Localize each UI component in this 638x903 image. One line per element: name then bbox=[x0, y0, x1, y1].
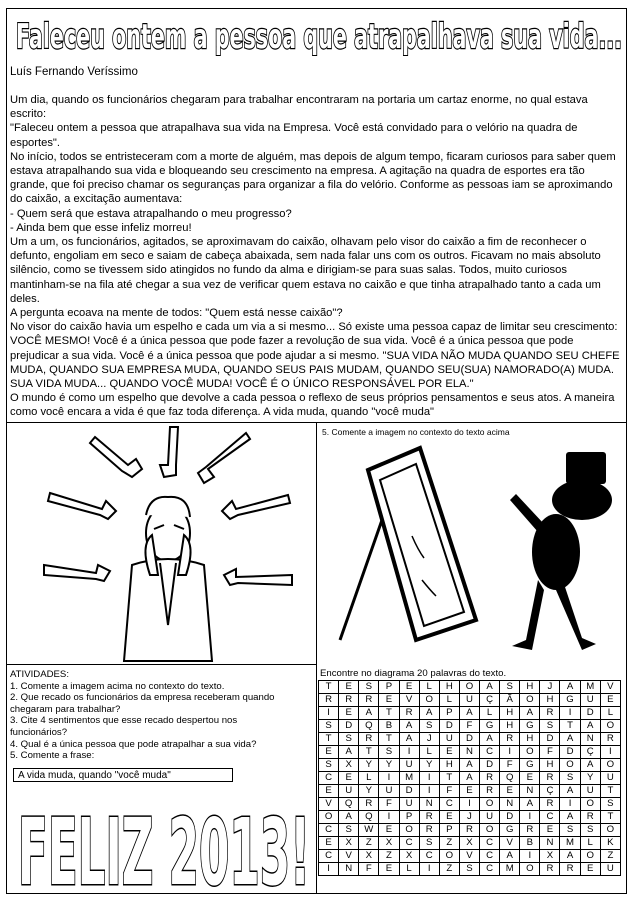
wordsearch-cell: N bbox=[520, 785, 540, 798]
wordsearch-cell: R bbox=[359, 694, 379, 707]
wordsearch-cell: R bbox=[540, 798, 560, 811]
wordsearch-cell: D bbox=[500, 811, 520, 824]
wordsearch-cell: V bbox=[459, 850, 479, 863]
wordsearch-cell: N bbox=[540, 837, 560, 850]
wordsearch-cell: S bbox=[540, 720, 560, 733]
wordsearch-cell: A bbox=[459, 707, 479, 720]
wordsearch-cell: C bbox=[319, 850, 339, 863]
wordsearch-cell: R bbox=[540, 772, 560, 785]
wordsearch-cell: U bbox=[439, 733, 459, 746]
wordsearch-cell: I bbox=[520, 850, 540, 863]
wordsearch-row bbox=[319, 694, 621, 707]
wordsearch-cell: V bbox=[399, 694, 419, 707]
wordsearch-cell: W bbox=[359, 824, 379, 837]
wordsearch-cell: R bbox=[480, 772, 500, 785]
page-title bbox=[14, 6, 626, 56]
wordsearch-cell: C bbox=[480, 746, 500, 759]
wordsearch-cell: E bbox=[580, 863, 600, 876]
wordsearch-cell: R bbox=[339, 694, 359, 707]
wordsearch-cell: F bbox=[439, 785, 459, 798]
wordsearch-cell: S bbox=[359, 681, 379, 694]
wordsearch-cell: H bbox=[540, 694, 560, 707]
wordsearch-cell: U bbox=[379, 785, 399, 798]
wordsearch-cell: O bbox=[480, 824, 500, 837]
wordsearch-cell: Z bbox=[600, 850, 620, 863]
wordsearch-cell: S bbox=[500, 681, 520, 694]
wordsearch-cell: Q bbox=[359, 720, 379, 733]
wordsearch-cell: Y bbox=[359, 785, 379, 798]
wordsearch-cell: R bbox=[399, 707, 419, 720]
wordsearch-cell: D bbox=[540, 733, 560, 746]
wordsearch-cell: K bbox=[600, 837, 620, 850]
wordsearch-cell: C bbox=[540, 811, 560, 824]
wordsearch-cell: R bbox=[459, 824, 479, 837]
wordsearch-cell: Y bbox=[580, 772, 600, 785]
author-name: Luís Fernando Veríssimo bbox=[10, 66, 138, 78]
wordsearch-cell: A bbox=[459, 759, 479, 772]
wordsearch-row bbox=[319, 720, 621, 733]
wordsearch-cell: T bbox=[600, 785, 620, 798]
wordsearch-cell: O bbox=[560, 759, 580, 772]
wordsearch-cell: O bbox=[439, 850, 459, 863]
story-paragraph: "Faleceu ontem a pessoa que atrapalhava sua vida na Empresa. Você está convidado para o velório na quadra de esportes". bbox=[10, 122, 578, 149]
wordsearch-cell: S bbox=[319, 759, 339, 772]
wordsearch-cell: E bbox=[520, 772, 540, 785]
wordsearch-cell: Z bbox=[359, 837, 379, 850]
wordsearch-cell: E bbox=[600, 694, 620, 707]
wordsearch-cell: O bbox=[480, 798, 500, 811]
wordsearch-cell: P bbox=[439, 707, 459, 720]
wordsearch-cell: J bbox=[540, 681, 560, 694]
wordsearch-cell: Ç bbox=[580, 746, 600, 759]
story-paragraph: - Quem será que estava atrapalhando o meu progresso? bbox=[10, 207, 292, 220]
wordsearch-row bbox=[319, 837, 621, 850]
wordsearch-cell: A bbox=[560, 681, 580, 694]
wordsearch-cell: A bbox=[520, 798, 540, 811]
wordsearch-cell: V bbox=[500, 837, 520, 850]
wordsearch-cell: G bbox=[520, 759, 540, 772]
wordsearch-cell: F bbox=[359, 863, 379, 876]
wordsearch-cell: L bbox=[580, 837, 600, 850]
column-divider bbox=[316, 422, 317, 894]
wordsearch-cell: F bbox=[540, 746, 560, 759]
wordsearch-cell: A bbox=[580, 720, 600, 733]
wordsearch-cell: C bbox=[419, 850, 439, 863]
wordsearch-cell: R bbox=[580, 811, 600, 824]
story-paragraph: No visor do caixão havia um espelho e cada um via a si mesmo... Só existe uma pessoa capaz de limitar seu crescimento: VOCÊ MESMO! Você é a única pessoa que pode fazer a revolução de sua vida. Você é a única pessoa que pode prejudicar a sua vida. Você é a única pessoa que pode ajudar a si mesmo. "SUA VIDA NÃO MUDA QUANDO SEU CHEFE MUDA, QUANDO SUA EMPRESA MUDA, QUANDO SEUS PAIS MUDAM, QUANDO SEU(SUA) NAMORADO(A) MUDA. SUA VIDA MUDA... QUANDO VOCÊ MUDA! VOCÊ É O ÚNICO RESPONSÁVEL POR ELA." bbox=[10, 321, 620, 391]
wordsearch-cell: E bbox=[319, 837, 339, 850]
wordsearch-cell: E bbox=[339, 681, 359, 694]
wordsearch-cell: I bbox=[560, 798, 580, 811]
wordsearch-row bbox=[319, 681, 621, 694]
wordsearch-cell: O bbox=[580, 798, 600, 811]
wordsearch-row bbox=[319, 798, 621, 811]
wordsearch-cell: I bbox=[500, 746, 520, 759]
wordsearch-cell: O bbox=[600, 759, 620, 772]
wordsearch-cell: N bbox=[580, 733, 600, 746]
wordsearch-cell: S bbox=[319, 720, 339, 733]
wordsearch-cell: R bbox=[500, 733, 520, 746]
wordsearch-cell: F bbox=[379, 798, 399, 811]
wordsearch-cell: A bbox=[399, 720, 419, 733]
wordsearch-cell: L bbox=[419, 681, 439, 694]
wordsearch-cell: M bbox=[500, 863, 520, 876]
wordsearch-cell: U bbox=[480, 811, 500, 824]
wordsearch-cell: I bbox=[319, 863, 339, 876]
wordsearch-cell: T bbox=[319, 733, 339, 746]
wordsearch-row bbox=[319, 746, 621, 759]
wordsearch-cell: N bbox=[459, 746, 479, 759]
wordsearch-cell: E bbox=[379, 694, 399, 707]
wordsearch-cell: T bbox=[600, 811, 620, 824]
wordsearch-cell: T bbox=[439, 772, 459, 785]
wordsearch-cell: H bbox=[520, 733, 540, 746]
wordsearch-cell: I bbox=[399, 746, 419, 759]
wordsearch-cell: Q bbox=[500, 772, 520, 785]
wordsearch-cell: G bbox=[560, 694, 580, 707]
wordsearch-cell: C bbox=[319, 824, 339, 837]
wordsearch-cell: A bbox=[560, 733, 580, 746]
wordsearch-caption: Encontre no diagrama 20 palavras do texto. bbox=[320, 668, 507, 679]
story-paragraph: Um dia, quando os funcionários chegaram para trabalhar encontraram na portaria um cartaz enorme, no qual estava escrito: bbox=[10, 94, 588, 121]
wordsearch-cell: F bbox=[500, 759, 520, 772]
wordsearch-cell: H bbox=[439, 681, 459, 694]
wordsearch-row bbox=[319, 824, 621, 837]
wordsearch-cell: E bbox=[379, 863, 399, 876]
wordsearch-cell: C bbox=[480, 863, 500, 876]
wordsearch-cell: L bbox=[480, 707, 500, 720]
activities-heading: ATIVIDADES: bbox=[10, 669, 69, 680]
activity-item: 1. Comente a imagem acima no contexto do texto. bbox=[10, 680, 225, 692]
wordsearch-cell: R bbox=[560, 863, 580, 876]
wordsearch-cell: E bbox=[540, 824, 560, 837]
answer-box: A vida muda, quando "você muda" bbox=[13, 768, 233, 782]
wordsearch-cell: E bbox=[339, 772, 359, 785]
wordsearch-row bbox=[319, 850, 621, 863]
story-text bbox=[10, 93, 622, 420]
wordsearch-cell: O bbox=[520, 863, 540, 876]
wordsearch-cell: Q bbox=[339, 798, 359, 811]
wordsearch-cell: A bbox=[480, 681, 500, 694]
wordsearch-cell: P bbox=[379, 681, 399, 694]
wordsearch-grid bbox=[318, 680, 621, 876]
wordsearch-cell: D bbox=[399, 785, 419, 798]
wordsearch-cell: L bbox=[419, 746, 439, 759]
wordsearch-cell: V bbox=[600, 681, 620, 694]
wordsearch-cell: S bbox=[419, 837, 439, 850]
wordsearch-cell: G bbox=[520, 720, 540, 733]
wordsearch-row bbox=[319, 707, 621, 720]
wordsearch-cell: B bbox=[520, 837, 540, 850]
wordsearch-cell: O bbox=[600, 824, 620, 837]
wordsearch-cell: L bbox=[399, 863, 419, 876]
wordsearch-cell: U bbox=[580, 785, 600, 798]
wordsearch-cell: T bbox=[560, 720, 580, 733]
wordsearch-cell: C bbox=[399, 837, 419, 850]
wordsearch-cell: U bbox=[399, 759, 419, 772]
wordsearch-cell: D bbox=[439, 720, 459, 733]
wordsearch-cell: X bbox=[359, 850, 379, 863]
wordsearch-cell: Z bbox=[439, 837, 459, 850]
wordsearch-cell: S bbox=[379, 746, 399, 759]
wordsearch-cell: A bbox=[419, 707, 439, 720]
wordsearch-cell: X bbox=[339, 759, 359, 772]
wordsearch-row bbox=[319, 772, 621, 785]
wordsearch-cell: E bbox=[439, 811, 459, 824]
wordsearch-cell: L bbox=[359, 772, 379, 785]
wordsearch-cell: E bbox=[319, 746, 339, 759]
wordsearch-row bbox=[319, 811, 621, 824]
wordsearch-cell: G bbox=[480, 720, 500, 733]
wordsearch-cell: A bbox=[399, 733, 419, 746]
wordsearch-cell: X bbox=[379, 837, 399, 850]
wordsearch-cell: R bbox=[540, 707, 560, 720]
wordsearch-cell: G bbox=[500, 824, 520, 837]
wordsearch-cell: T bbox=[319, 681, 339, 694]
wordsearch-cell: R bbox=[419, 824, 439, 837]
wordsearch-row bbox=[319, 733, 621, 746]
wordsearch-cell: E bbox=[500, 785, 520, 798]
wordsearch-cell: O bbox=[600, 720, 620, 733]
wordsearch-cell: S bbox=[339, 733, 359, 746]
wordsearch-cell: U bbox=[600, 863, 620, 876]
wordsearch-cell: S bbox=[560, 772, 580, 785]
story-paragraph: A pergunta ecoava na mente de todos: "Quem está nesse caixão"? bbox=[10, 307, 343, 320]
wordsearch-cell: A bbox=[359, 707, 379, 720]
wordsearch-cell: H bbox=[500, 720, 520, 733]
wordsearch-cell: F bbox=[459, 720, 479, 733]
wordsearch-cell: U bbox=[580, 694, 600, 707]
wordsearch-row bbox=[319, 785, 621, 798]
wordsearch-cell: H bbox=[500, 707, 520, 720]
wordsearch-cell: U bbox=[459, 694, 479, 707]
wordsearch-cell: V bbox=[319, 798, 339, 811]
wordsearch-cell: D bbox=[459, 733, 479, 746]
wordsearch-cell: R bbox=[480, 785, 500, 798]
wordsearch-cell: A bbox=[580, 759, 600, 772]
wordsearch-cell: Q bbox=[359, 811, 379, 824]
wordsearch-cell: X bbox=[459, 837, 479, 850]
wordsearch-cell: A bbox=[459, 772, 479, 785]
wordsearch-cell: R bbox=[419, 811, 439, 824]
wordsearch-cell: E bbox=[439, 746, 459, 759]
activity-item: funcionários? bbox=[10, 726, 68, 738]
wordsearch-cell: A bbox=[560, 785, 580, 798]
wordsearch-cell: R bbox=[520, 824, 540, 837]
wordsearch-cell: U bbox=[600, 772, 620, 785]
wordsearch-cell: R bbox=[359, 733, 379, 746]
wordsearch-cell: L bbox=[600, 707, 620, 720]
wordsearch-cell: N bbox=[500, 798, 520, 811]
wordsearch-cell: J bbox=[419, 733, 439, 746]
wordsearch-cell: A bbox=[339, 746, 359, 759]
wordsearch-cell: R bbox=[359, 798, 379, 811]
wordsearch-cell: P bbox=[399, 811, 419, 824]
wordsearch-cell: R bbox=[540, 863, 560, 876]
wordsearch-cell: Ã bbox=[500, 694, 520, 707]
wordsearch-cell: O bbox=[520, 694, 540, 707]
wordsearch-cell: H bbox=[540, 759, 560, 772]
wordsearch-cell: E bbox=[399, 681, 419, 694]
wordsearch-cell: I bbox=[600, 746, 620, 759]
wordsearch-cell: N bbox=[339, 863, 359, 876]
image-caption: 5. Comente a imagem no contexto do texto acima bbox=[322, 427, 510, 437]
wordsearch-cell: E bbox=[379, 824, 399, 837]
wordsearch-cell: S bbox=[560, 824, 580, 837]
story-paragraph: No início, todos se entristeceram com a morte de alguém, mas depois de algum tempo, ficaram curiosos para saber quem estava atrapalhando sua vida e bloqueando seu crescimento na empresa. A agitação na quadra de esportes era tão grande, que foi preciso chamar os seguranças para organizar a fila do velório. Conforme as pessoas iam se aproximando do caixão, a excitação aumentava: bbox=[10, 150, 616, 206]
wordsearch-cell: I bbox=[319, 707, 339, 720]
wordsearch-cell: V bbox=[339, 850, 359, 863]
wordsearch-cell: I bbox=[419, 772, 439, 785]
wordsearch-cell: I bbox=[419, 863, 439, 876]
wordsearch-cell: D bbox=[580, 707, 600, 720]
wordsearch-cell: A bbox=[480, 733, 500, 746]
wordsearch-cell: C bbox=[439, 798, 459, 811]
wordsearch-cell: B bbox=[379, 720, 399, 733]
wordsearch-cell: M bbox=[399, 772, 419, 785]
wordsearch-cell: A bbox=[560, 850, 580, 863]
wordsearch-cell: O bbox=[319, 811, 339, 824]
wordsearch-cell: I bbox=[419, 785, 439, 798]
wordsearch-cell: C bbox=[480, 837, 500, 850]
wordsearch-cell: U bbox=[339, 785, 359, 798]
wordsearch-cell: S bbox=[600, 798, 620, 811]
wordsearch-cell: A bbox=[339, 811, 359, 824]
wordsearch-cell: I bbox=[560, 707, 580, 720]
wordsearch-cell: Z bbox=[379, 850, 399, 863]
wordsearch-cell: X bbox=[540, 850, 560, 863]
wordsearch-cell: X bbox=[399, 850, 419, 863]
story-paragraph: - Ainda bem que esse infeliz morreu! bbox=[10, 221, 192, 234]
wordsearch-cell: E bbox=[459, 785, 479, 798]
wordsearch-cell: Y bbox=[379, 759, 399, 772]
wordsearch-cell: C bbox=[480, 850, 500, 863]
wordsearch-cell: Y bbox=[359, 759, 379, 772]
wordsearch-cell: R bbox=[319, 694, 339, 707]
activity-item: 5. Comente a frase: bbox=[10, 750, 95, 762]
wordsearch-cell: O bbox=[580, 850, 600, 863]
greeting-banner bbox=[14, 788, 314, 892]
wordsearch-cell: L bbox=[439, 694, 459, 707]
wordsearch-cell: A bbox=[520, 707, 540, 720]
wordsearch-cell: S bbox=[419, 720, 439, 733]
wordsearch-cell: A bbox=[500, 850, 520, 863]
wordsearch-cell: I bbox=[459, 798, 479, 811]
wordsearch-cell: D bbox=[560, 746, 580, 759]
wordsearch-cell: R bbox=[600, 733, 620, 746]
wordsearch-cell: Ç bbox=[480, 694, 500, 707]
greeting-text: FELIZ 2013! bbox=[18, 799, 310, 892]
wordsearch-cell: I bbox=[520, 811, 540, 824]
wordsearch-cell: T bbox=[359, 746, 379, 759]
wordsearch-cell: O bbox=[399, 824, 419, 837]
mirror-illustration bbox=[320, 440, 625, 662]
wordsearch-cell: H bbox=[520, 681, 540, 694]
pointing-fingers-illustration bbox=[40, 425, 295, 665]
wordsearch-cell: C bbox=[319, 772, 339, 785]
wordsearch-cell: M bbox=[580, 681, 600, 694]
wordsearch-cell: T bbox=[379, 707, 399, 720]
wordsearch-cell: Y bbox=[419, 759, 439, 772]
activity-item: 3. Cite 4 sentimentos que esse recado despertou nos bbox=[10, 715, 238, 727]
activity-item: 2. Que recado os funcionários da empresa receberam quando bbox=[10, 692, 275, 704]
wordsearch-cell: P bbox=[439, 824, 459, 837]
wordsearch-cell: H bbox=[439, 759, 459, 772]
wordsearch-cell: A bbox=[560, 811, 580, 824]
title-text: Faleceu ontem a pessoa que atrapalhava sua vida... bbox=[16, 17, 622, 56]
wordsearch-cell: D bbox=[480, 759, 500, 772]
wordsearch-cell: O bbox=[520, 746, 540, 759]
wordsearch-cell: S bbox=[459, 863, 479, 876]
story-paragraph: O mundo é como um espelho que devolve a cada pessoa o reflexo de seus próprios pensamentos e seus atos. A maneira como você encara a vida é que faz toda diferença. A vida muda, quando "você muda" bbox=[10, 392, 615, 419]
activity-item: 4. Qual é a única pessoa que pode atrapalhar a sua vida? bbox=[10, 738, 257, 750]
wordsearch-row bbox=[319, 759, 621, 772]
story-paragraph: Um a um, os funcionários, agitados, se aproximavam do caixão, olhavam pelo visor do caixão a fim de reconhecer o defunto, engoliam em seco e saiam de cabeça abaixada, sem nada falar uns com os outros. Ficavam no mais absoluto silêncio, como se tivessem sido atingidos no fundo da alma e dirigiam-se para suas salas. Todos, muito curiosos mantinham-se na fila até chegar a sua vez de verificar quem estava no caixão e que tinha atrapalhado tanto a cada um deles. bbox=[10, 236, 601, 305]
wordsearch-cell: T bbox=[379, 733, 399, 746]
wordsearch-cell: Ç bbox=[540, 785, 560, 798]
wordsearch-cell: U bbox=[399, 798, 419, 811]
wordsearch-cell: Z bbox=[439, 863, 459, 876]
wordsearch-cell: X bbox=[339, 837, 359, 850]
wordsearch-cell: E bbox=[339, 707, 359, 720]
wordsearch-cell: N bbox=[419, 798, 439, 811]
wordsearch-cell: M bbox=[560, 837, 580, 850]
wordsearch-cell: S bbox=[339, 824, 359, 837]
activities-section bbox=[10, 669, 310, 762]
wordsearch-cell: I bbox=[379, 811, 399, 824]
wordsearch-cell: J bbox=[459, 811, 479, 824]
wordsearch-row bbox=[319, 863, 621, 876]
wordsearch-cell: D bbox=[339, 720, 359, 733]
wordsearch-cell: S bbox=[580, 824, 600, 837]
wordsearch-cell: E bbox=[319, 785, 339, 798]
activity-item: chegaram para trabalhar? bbox=[10, 703, 121, 715]
wordsearch-cell: O bbox=[459, 681, 479, 694]
wordsearch-cell: O bbox=[419, 694, 439, 707]
wordsearch-cell: I bbox=[379, 772, 399, 785]
